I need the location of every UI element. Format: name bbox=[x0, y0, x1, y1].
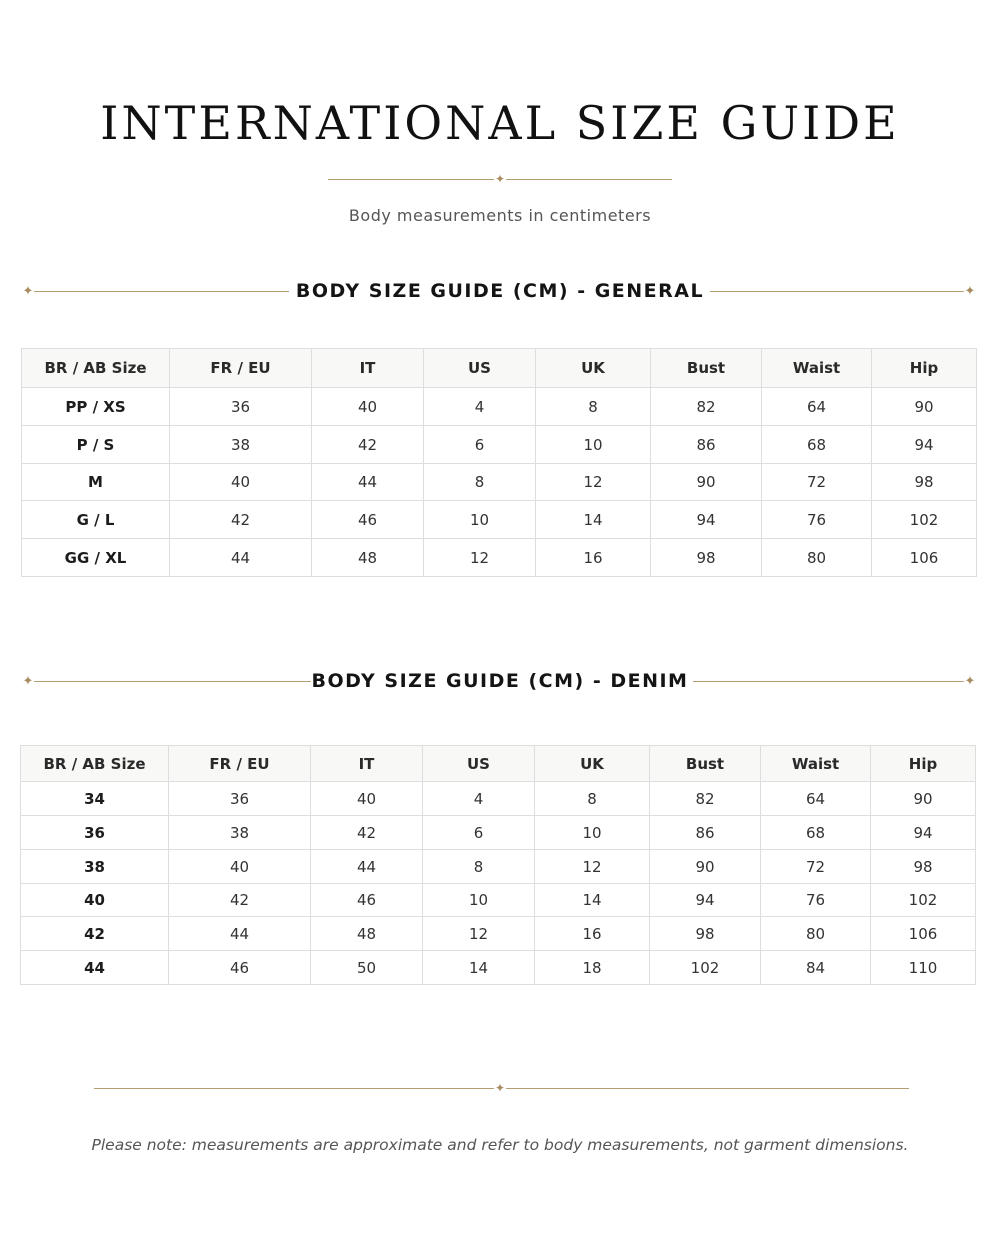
footer-ornament-divider bbox=[94, 1082, 909, 1094]
table-cell: 50 bbox=[311, 951, 423, 985]
table-cell: 36 bbox=[170, 388, 312, 426]
column-header: Hip bbox=[871, 746, 976, 782]
denim-section-header bbox=[20, 670, 980, 694]
table-cell: 42 bbox=[21, 917, 169, 951]
table-cell: 98 bbox=[872, 464, 977, 501]
table-cell: 94 bbox=[871, 816, 976, 850]
table-cell: 76 bbox=[762, 501, 872, 539]
column-header: Hip bbox=[872, 349, 977, 388]
table-cell: 40 bbox=[312, 388, 424, 426]
table-cell: P / S bbox=[22, 426, 170, 464]
diamond-star-icon: ✦ bbox=[964, 283, 976, 298]
column-header: Waist bbox=[761, 746, 871, 782]
table-cell: 38 bbox=[170, 426, 312, 464]
table-cell: 76 bbox=[761, 884, 871, 917]
table-cell: PP / XS bbox=[22, 388, 170, 426]
table-cell: 82 bbox=[651, 388, 762, 426]
table-row bbox=[21, 782, 976, 816]
table-cell: 16 bbox=[536, 539, 651, 577]
table-cell: 106 bbox=[871, 917, 976, 951]
table-cell: 106 bbox=[872, 539, 977, 577]
table-cell: 10 bbox=[535, 816, 650, 850]
table-cell: 34 bbox=[21, 782, 169, 816]
column-header: US bbox=[423, 746, 535, 782]
table-cell: 86 bbox=[650, 816, 761, 850]
table-cell: 12 bbox=[535, 850, 650, 884]
table-row bbox=[22, 539, 977, 577]
column-header: Bust bbox=[651, 349, 762, 388]
table-cell: 90 bbox=[872, 388, 977, 426]
table-row bbox=[22, 426, 977, 464]
table-cell: 84 bbox=[761, 951, 871, 985]
diamond-star-icon: ✦ bbox=[22, 283, 34, 298]
table-cell: 12 bbox=[423, 917, 535, 951]
diamond-star-icon: ✦ bbox=[494, 172, 506, 186]
table-cell: 6 bbox=[423, 816, 535, 850]
table-cell: 36 bbox=[169, 782, 311, 816]
table-cell: 64 bbox=[761, 782, 871, 816]
table-cell: 94 bbox=[650, 884, 761, 917]
page-title: INTERNATIONAL SIZE GUIDE bbox=[100, 96, 900, 150]
page-subtitle: Body measurements in centimeters bbox=[348, 206, 652, 225]
table-cell: 98 bbox=[871, 850, 976, 884]
table-cell: 94 bbox=[651, 501, 762, 539]
table-header-row bbox=[21, 746, 976, 782]
table-cell: 8 bbox=[424, 464, 536, 501]
table-row bbox=[21, 951, 976, 985]
table-cell: 82 bbox=[650, 782, 761, 816]
table-cell: 42 bbox=[170, 501, 312, 539]
table-row bbox=[22, 501, 977, 539]
table-cell: 64 bbox=[762, 388, 872, 426]
column-header: US bbox=[424, 349, 536, 388]
table-cell: 6 bbox=[424, 426, 536, 464]
table-cell: 44 bbox=[170, 539, 312, 577]
table-row bbox=[22, 464, 977, 501]
table-cell: 46 bbox=[311, 884, 423, 917]
table-cell: 14 bbox=[535, 884, 650, 917]
table-cell: 44 bbox=[21, 951, 169, 985]
table-cell: 44 bbox=[312, 464, 424, 501]
table-cell: 14 bbox=[536, 501, 651, 539]
column-header: UK bbox=[536, 349, 651, 388]
table-cell: 10 bbox=[424, 501, 536, 539]
column-header: Bust bbox=[650, 746, 761, 782]
table-cell: 8 bbox=[423, 850, 535, 884]
table-cell: 42 bbox=[312, 426, 424, 464]
table-cell: 102 bbox=[872, 501, 977, 539]
column-header: IT bbox=[311, 746, 423, 782]
table-cell: 68 bbox=[762, 426, 872, 464]
table-cell: 80 bbox=[762, 539, 872, 577]
table-cell: 40 bbox=[170, 464, 312, 501]
table-cell: 86 bbox=[651, 426, 762, 464]
table-cell: 102 bbox=[650, 951, 761, 985]
general-section-header bbox=[20, 280, 980, 304]
table-cell: 40 bbox=[169, 850, 311, 884]
table-cell: 68 bbox=[761, 816, 871, 850]
table-row bbox=[21, 850, 976, 884]
table-cell: 36 bbox=[21, 816, 169, 850]
diamond-star-icon: ✦ bbox=[494, 1081, 506, 1095]
column-header: BR / AB Size bbox=[21, 746, 169, 782]
general-section-title: BODY SIZE GUIDE (CM) - GENERAL bbox=[295, 280, 705, 302]
denim-size-table bbox=[20, 745, 976, 985]
table-cell: 44 bbox=[311, 850, 423, 884]
table-cell: 46 bbox=[169, 951, 311, 985]
table-cell: 4 bbox=[423, 782, 535, 816]
table-cell: 4 bbox=[424, 388, 536, 426]
table-cell: 102 bbox=[871, 884, 976, 917]
table-cell: M bbox=[22, 464, 170, 501]
table-cell: 44 bbox=[169, 917, 311, 951]
table-cell: 40 bbox=[311, 782, 423, 816]
column-header: FR / EU bbox=[170, 349, 312, 388]
table-cell: 16 bbox=[535, 917, 650, 951]
table-cell: 80 bbox=[761, 917, 871, 951]
diamond-star-icon: ✦ bbox=[964, 673, 976, 688]
table-cell: 38 bbox=[21, 850, 169, 884]
table-cell: 18 bbox=[535, 951, 650, 985]
table-cell: 48 bbox=[311, 917, 423, 951]
table-row bbox=[21, 917, 976, 951]
table-row bbox=[22, 388, 977, 426]
table-row bbox=[21, 816, 976, 850]
table-cell: 90 bbox=[651, 464, 762, 501]
table-cell: G / L bbox=[22, 501, 170, 539]
table-cell: 46 bbox=[312, 501, 424, 539]
table-cell: 72 bbox=[762, 464, 872, 501]
footer-note: Please note: measurements are approximate and refer to body measurements, not garment dimensions. bbox=[91, 1136, 909, 1154]
table-cell: 72 bbox=[761, 850, 871, 884]
column-header: BR / AB Size bbox=[22, 349, 170, 388]
table-cell: 42 bbox=[169, 884, 311, 917]
column-header: FR / EU bbox=[169, 746, 311, 782]
column-header: Waist bbox=[762, 349, 872, 388]
title-ornament-divider bbox=[328, 173, 672, 185]
table-cell: 12 bbox=[536, 464, 651, 501]
table-cell: GG / XL bbox=[22, 539, 170, 577]
table-cell: 48 bbox=[312, 539, 424, 577]
table-cell: 42 bbox=[311, 816, 423, 850]
table-cell: 98 bbox=[650, 917, 761, 951]
table-cell: 10 bbox=[536, 426, 651, 464]
general-size-table bbox=[21, 348, 977, 577]
table-cell: 90 bbox=[650, 850, 761, 884]
column-header: UK bbox=[535, 746, 650, 782]
table-cell: 14 bbox=[423, 951, 535, 985]
column-header: IT bbox=[312, 349, 424, 388]
table-cell: 12 bbox=[424, 539, 536, 577]
table-cell: 40 bbox=[21, 884, 169, 917]
table-header-row bbox=[22, 349, 977, 388]
table-cell: 94 bbox=[872, 426, 977, 464]
diamond-star-icon: ✦ bbox=[22, 673, 34, 688]
table-cell: 90 bbox=[871, 782, 976, 816]
table-cell: 8 bbox=[535, 782, 650, 816]
table-cell: 8 bbox=[536, 388, 651, 426]
table-cell: 110 bbox=[871, 951, 976, 985]
table-cell: 98 bbox=[651, 539, 762, 577]
table-cell: 10 bbox=[423, 884, 535, 917]
table-cell: 38 bbox=[169, 816, 311, 850]
table-row bbox=[21, 884, 976, 917]
denim-section-title: BODY SIZE GUIDE (CM) - DENIM bbox=[311, 670, 689, 692]
